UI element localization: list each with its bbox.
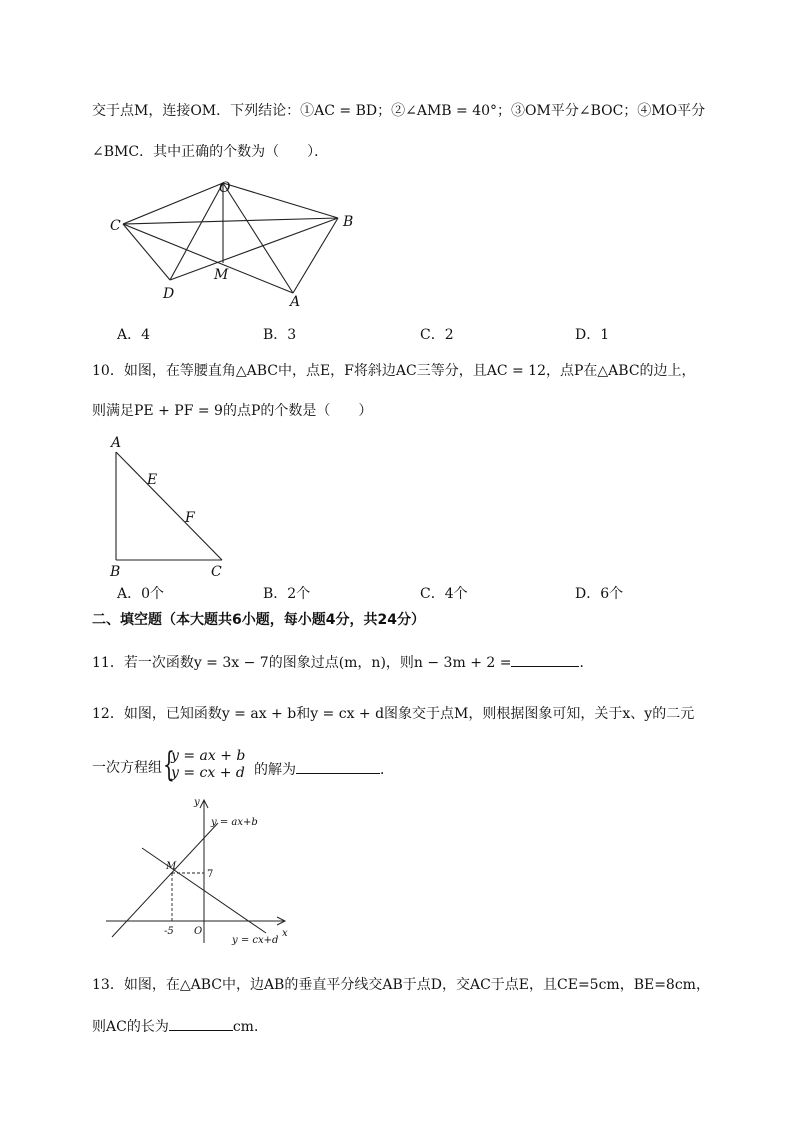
q12-label-m: M [166, 861, 177, 872]
q12-label-seven: 7 [207, 869, 214, 880]
q12-label-line1: y = ax+b [211, 817, 258, 828]
section-heading: 二、填空题（本大题共6小题，每小题4分，共24分） [92, 612, 425, 628]
q10-option-d: D．6个 [575, 586, 624, 602]
q9-label-a: A [290, 294, 301, 310]
q9-option-a: A．4 [117, 327, 151, 343]
q12-text-line1: 12．如图，已知函数y = ax + b和y = cx + d图象交于点M，则根据图象可知，关于x、y的二元 [92, 706, 695, 722]
q10-option-a: A．0个 [117, 586, 165, 602]
q9-label-o: O [219, 180, 231, 196]
q12-answer-blank[interactable] [296, 759, 380, 774]
q13-text-line1: 13．如图，在△ABC中，边AB的垂直平分线交AB于点D，交AC于点E，且CE=5cm，BE=8cm， [92, 977, 710, 993]
q11-text-after: ． [579, 655, 594, 671]
q10-option-b: B．2个 [263, 586, 311, 602]
q10-option-c: C．4个 [420, 586, 468, 602]
q12-line2-suffix: 的解为 [254, 762, 296, 778]
q12-label-line2: y = cx+d [232, 935, 279, 946]
q9-label-b: B [343, 214, 354, 230]
q11-text-before: 11．若一次函数y = 3x − 7的图象过点(m，n)，则n − 3m + 2 = [92, 655, 512, 671]
q10-label-b: B [110, 564, 121, 580]
q13-text-after: cm． [232, 1019, 268, 1035]
q9-label-d: D [163, 286, 175, 302]
q12-label-y-axis: y [194, 797, 200, 808]
q10-label-a: A [111, 435, 122, 451]
q10-text-line2: 则满足PE + PF = 9的点P的个数是（ ） [92, 403, 373, 419]
q12-line2 [254, 759, 394, 779]
q9-figure [100, 175, 370, 310]
q9-label-c: C [110, 218, 121, 234]
q12-label-minus-five: -5 [164, 926, 174, 937]
q12-graph [104, 793, 294, 953]
q9-option-c: C．2 [420, 327, 454, 343]
q12-label-origin: O [194, 926, 203, 937]
q11-answer-blank[interactable] [511, 652, 579, 667]
q9-option-b: B．3 [263, 327, 297, 343]
q12-system-eq1: y = ax + b [171, 748, 246, 764]
q12-system-eq2: y = cx + d [171, 765, 245, 781]
q12-line2-prefix: 一次方程组 [92, 760, 162, 776]
q10-label-c: C [211, 564, 222, 580]
q10-label-f: F [185, 510, 195, 526]
q12-brace-icon: { [163, 745, 175, 785]
q9-text-line2: ∠BMC．其中正确的个数为（ ）． [92, 144, 329, 160]
q12-line2-end: ． [380, 762, 394, 778]
q9-text-line1: 交于点M，连接OM．下列结论：①AC = BD；②∠AMB = 40°；③OM平分∠BOC；④MO平分 [92, 103, 706, 119]
q9-option-d: D．1 [575, 327, 610, 343]
q10-figure [105, 430, 245, 580]
q12-label-x-axis: x [282, 928, 288, 939]
q11-text [92, 652, 593, 672]
q10-label-e: E [147, 472, 158, 488]
q13-text-line2 [92, 1016, 268, 1036]
q13-answer-blank[interactable] [169, 1016, 233, 1031]
q9-label-m: M [214, 267, 229, 283]
q13-text-before: 则AC的长为 [92, 1019, 169, 1035]
q10-text-line1: 10．如图，在等腰直角△ABC中，点E，F将斜边AC三等分，且AC = 12，点P在△ABC的边上， [92, 363, 696, 379]
